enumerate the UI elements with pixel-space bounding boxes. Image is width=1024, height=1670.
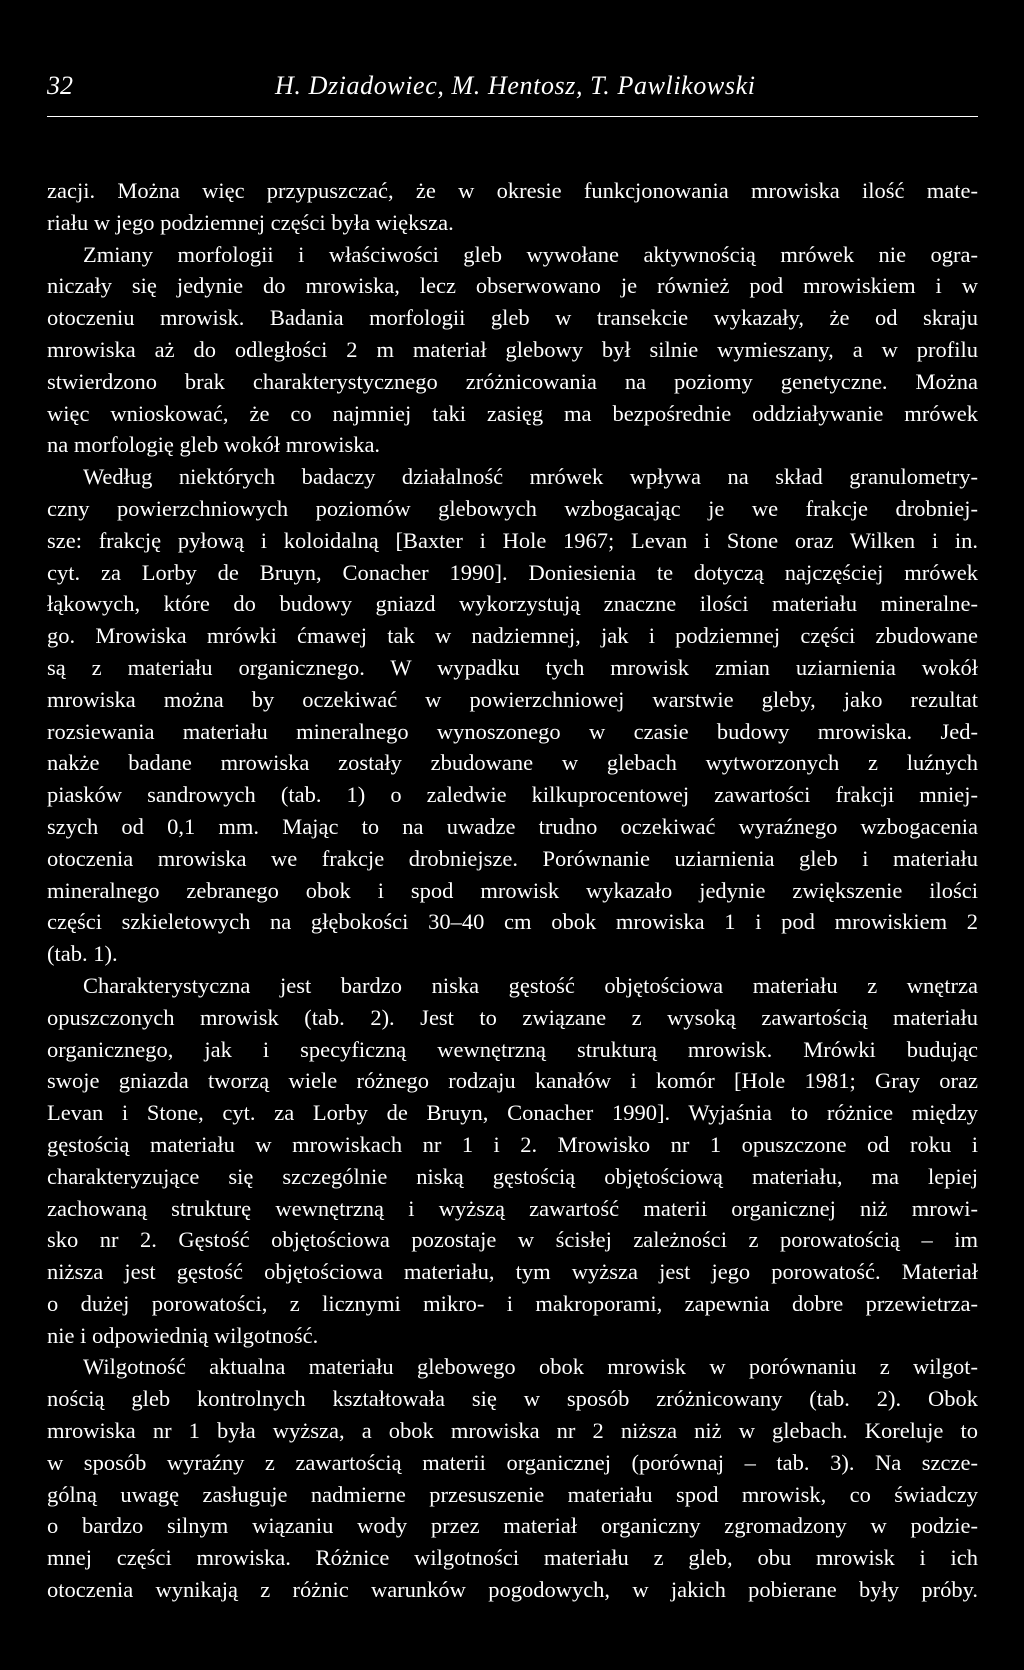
text-line: stwierdzono brak charakterystycznego zróżnicowania na poziomy genetyczne. Można	[47, 368, 978, 394]
text-line: więc wnioskować, że co najmniej taki zasięg ma bezpośrednie oddziaływanie mrówek	[47, 400, 978, 426]
text-line: łąkowych, które do budowy gniazd wykorzystują znaczne ilości materiału mineralne-	[47, 591, 978, 617]
text-line: mnej części mrowiska. Różnice wilgotności materiału z gleb, obu mrowisk i ich	[47, 1545, 978, 1571]
text-line: (tab. 1).	[47, 941, 118, 967]
header-rule	[47, 116, 978, 117]
text-line: charakteryzujące się szczególnie niską gęstością objętościową materiału, ma lepiej	[47, 1163, 978, 1189]
text-line: mrowiska można by oczekiwać w powierzchniowej warstwie gleby, jako rezultat	[47, 686, 978, 712]
text-line: niższa jest gęstość objętościowa materiału, tym wyższa jest jego porowatość. Materiał	[47, 1259, 978, 1285]
text-line: niczały się jedynie do mrowiska, lecz obserwowano je również pod mrowiskiem i w	[47, 273, 978, 299]
body-text	[47, 175, 978, 1606]
text-line: opuszczonych mrowisk (tab. 2). Jest to związane z wysoką zawartością materiału	[47, 1004, 978, 1030]
text-line: mrowiska nr 1 była wyższa, a obok mrowiska nr 2 niższa niż w glebach. Koreluje to	[47, 1418, 978, 1444]
paragraph-first-line: Według niektórych badaczy działalność mrówek wpływa na skład granulometry-	[83, 464, 978, 490]
text-line: są z materiału organicznego. W wypadku tych mrowisk zmian uziarnienia wokół	[47, 654, 978, 680]
text-line: cyt. za Lorby de Bruyn, Conacher 1990]. Doniesienia te dotyczą najczęściej mrówek	[47, 559, 978, 585]
text-line: nakże badane mrowiska zostały zbudowane w glebach wytworzonych z luźnych	[47, 750, 978, 776]
header-authors: H. Dziadowiec, M. Hentosz, T. Pawlikowski	[275, 71, 756, 100]
text-line: organicznego, jak i specyficzną wewnętrzną strukturą mrowisk. Mrówki budując	[47, 1036, 978, 1062]
text-line: zacji. Można więc przypuszczać, że w okresie funkcjonowania mrowiska ilość mate-	[47, 178, 978, 203]
text-line: Levan i Stone, cyt. za Lorby de Bruyn, Conacher 1990]. Wyjaśnia to różnice między	[47, 1100, 978, 1126]
text-line: szych od 0,1 mm. Mając to na uwadze trudno oczekiwać wyraźnego wzbogacenia	[47, 813, 978, 839]
paragraph-first-line: Wilgotność aktualna materiału glebowego obok mrowisk w porównaniu z wilgot-	[83, 1354, 978, 1380]
page-number: 32	[47, 71, 73, 100]
text-line: sko nr 2. Gęstość objętościowa pozostaje w ścisłej zależności z porowatością – im	[47, 1227, 978, 1253]
text-line: rozsiewania materiału mineralnego wynoszonego w czasie budowy mrowiska. Jed-	[47, 718, 978, 744]
text-line: w sposób wyraźny z zawartością materii organicznej (porównaj – tab. 3). Na szcze-	[47, 1449, 978, 1475]
running-header	[47, 66, 978, 106]
text-line: na morfologię gleb wokół mrowiska.	[47, 432, 381, 458]
paragraph-first-line: Charakterystyczna jest bardzo niska gęstość objętościowa materiału z wnętrza	[83, 972, 978, 998]
text-line: piasków sandrowych (tab. 1) o zaledwie kilkuprocentowej zawartości frakcji mniej-	[47, 782, 978, 808]
text-line: nością gleb kontrolnych kształtowała się w sposób zróżnicowany (tab. 2). Obok	[47, 1386, 978, 1412]
text-line: czny powierzchniowych poziomów glebowych wzbogacając je we frakcje drobniej-	[47, 495, 978, 521]
text-line: swoje gniazda tworzą wiele różnego rodzaju kanałów i komór [Hole 1981; Gray oraz	[47, 1068, 978, 1094]
text-line: nie i odpowiednią wilgotność.	[47, 1322, 319, 1348]
text-line: otoczenia mrowiska we frakcje drobniejsze. Porównanie uziarnienia gleb i materiału	[47, 845, 978, 871]
text-line: otoczenia wynikają z różnic warunków pogodowych, w jakich pobierane były próby.	[47, 1577, 978, 1603]
text-line: go. Mrowiska mrówki ćmawej tak w nadziemnej, jak i podziemnej części zbudowane	[47, 623, 978, 649]
text-line: zachowaną strukturę wewnętrzną i wyższą zawartość materii organicznej niż mrowi-	[47, 1195, 978, 1221]
text-line: riału w jego podziemnej części była większa.	[47, 209, 454, 235]
text-line: części szkieletowych na głębokości 30–40 cm obok mrowiska 1 i pod mrowiskiem 2	[47, 909, 978, 935]
text-line: o bardzo silnym wiązaniu wody przez materiał organiczny zgromadzony w podzie-	[47, 1513, 978, 1539]
text-line: mrowiska aż do odległości 2 m materiał glebowy był silnie wymieszany, a w profilu	[47, 336, 978, 362]
text-line: otoczeniu mrowisk. Badania morfologii gleb w transekcie wykazały, że od skraju	[47, 305, 978, 331]
text-line: sze: frakcję pyłową i koloidalną [Baxter i Hole 1967; Levan i Stone oraz Wilken i in.	[47, 527, 978, 553]
paragraph-first-line: Zmiany morfologii i właściwości gleb wywołane aktywnością mrówek nie ogra-	[83, 241, 978, 267]
text-line: gólną uwagę zasługuje nadmierne przesuszenie materiału spod mrowisk, co świadczy	[47, 1481, 978, 1507]
text-line: mineralnego zebranego obok i spod mrowisk wykazało jedynie zwiększenie ilości	[47, 877, 978, 903]
text-line: o dużej porowatości, z licznymi mikro- i makroporami, zapewnia dobre przewietrza-	[47, 1290, 978, 1316]
text-line: gęstością materiału w mrowiskach nr 1 i 2. Mrowisko nr 1 opuszczone od roku i	[47, 1131, 978, 1157]
